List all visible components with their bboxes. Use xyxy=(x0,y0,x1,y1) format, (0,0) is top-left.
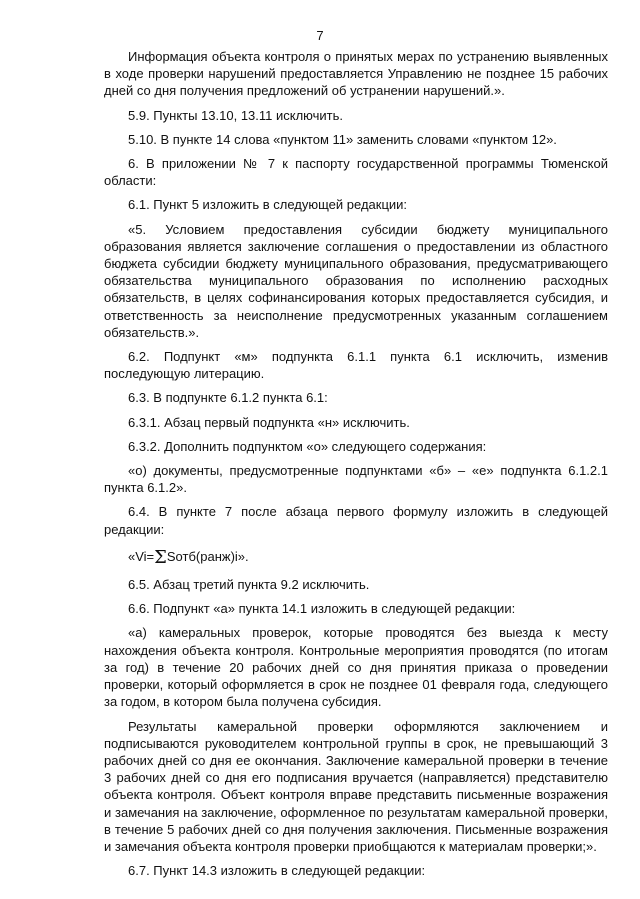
paragraph: 6.3.2. Дополнить подпунктом «о» следующего содержания: xyxy=(128,438,487,454)
formula xyxy=(104,548,608,566)
sum-symbol: Σ xyxy=(154,546,167,568)
document-body xyxy=(104,48,608,886)
paragraph: Результаты камеральной проверки оформляются заключением и подписываются руководителем контрольной группы в срок, не превышающий 3 рабочих дней со дня ее окончания. Заключение камеральной проверки в течение 3 рабочих дней со дня его подписания вручается (направляется) представителю объекта контроля. Объект контроля вправе представить письменные возражения и замечания на заключение, оформленное по результатам камеральной проверки, в течение 5 рабочих дней со дня получения заключения. Письменные возражения и замечания объекта контроля проверки приобщаются к материалам проверки;». xyxy=(104,718,608,854)
paragraph: «5. Условием предоставления субсидии бюджету муниципального образования является заключение соглашения о предоставлении из областного бюджета субсидии бюджету муниципального образования, предусматривающего обязательства муниципального образования по исполнению расходных обязательств, в целях софинансирования которых предоставляется субсидия, и ответственность за неисполнение предусмотренных указанным соглашением обязательств.». xyxy=(104,221,608,340)
paragraph: «о) документы, предусмотренные подпунктами «б» – «е» подпункта 6.1.2.1 пункта 6.1.2». xyxy=(104,463,608,496)
paragraph: «а) камеральных проверок, которые проводятся без выезда к месту нахождения объекта контроля. Контрольные мероприятия проводятся (по итогам за год) в течение 20 рабочих дней со дня принятия приказа о проведении проверки, который оформляется в срок не позднее 01 февраля года, следующего за годом, в котором была получена субсидия. xyxy=(104,625,608,710)
paragraph: Информация объекта контроля о принятых мерах по устранению выявленных в ходе проверки нарушений предоставляется Управлению не позднее 15 рабочих дней со дня получения предложений об устранении нарушений.». xyxy=(104,49,608,99)
paragraph: 6.2. Подпункт «м» подпункта 6.1.1 пункта 6.1 исключить, изменив последующую литерацию. xyxy=(104,349,608,382)
paragraph: 5.10. В пункте 14 слова «пунктом 11» заменить словами «пунктом 12». xyxy=(128,131,557,147)
paragraph: 6.4. В пункте 7 после абзаца первого формулу изложить в следующей редакции: xyxy=(104,504,608,537)
paragraph: 6.1. Пункт 5 изложить в следующей редакции: xyxy=(128,197,408,213)
page-number: 7 xyxy=(316,28,324,43)
paragraph: 6.7. Пункт 14.3 изложить в следующей редакции: xyxy=(128,863,426,879)
formula-suffix: Sотб(ранж)i». xyxy=(166,548,249,564)
paragraph: 6.3. В подпункте 6.1.2 пункта 6.1: xyxy=(128,390,328,406)
paragraph: 6.6. Подпункт «а» пункта 14.1 изложить в следующей редакции: xyxy=(128,601,516,617)
paragraph: 5.9. Пункты 13.10, 13.11 исключить. xyxy=(128,107,344,123)
paragraph: 6.5. Абзац третий пункта 9.2 исключить. xyxy=(128,577,370,593)
formula-prefix: «Vi= xyxy=(128,548,155,564)
paragraph: 6. В приложении № 7 к паспорту государственной программы Тюменской области: xyxy=(104,156,608,189)
paragraph: 6.3.1. Абзац первый подпункта «н» исключить. xyxy=(128,414,410,430)
